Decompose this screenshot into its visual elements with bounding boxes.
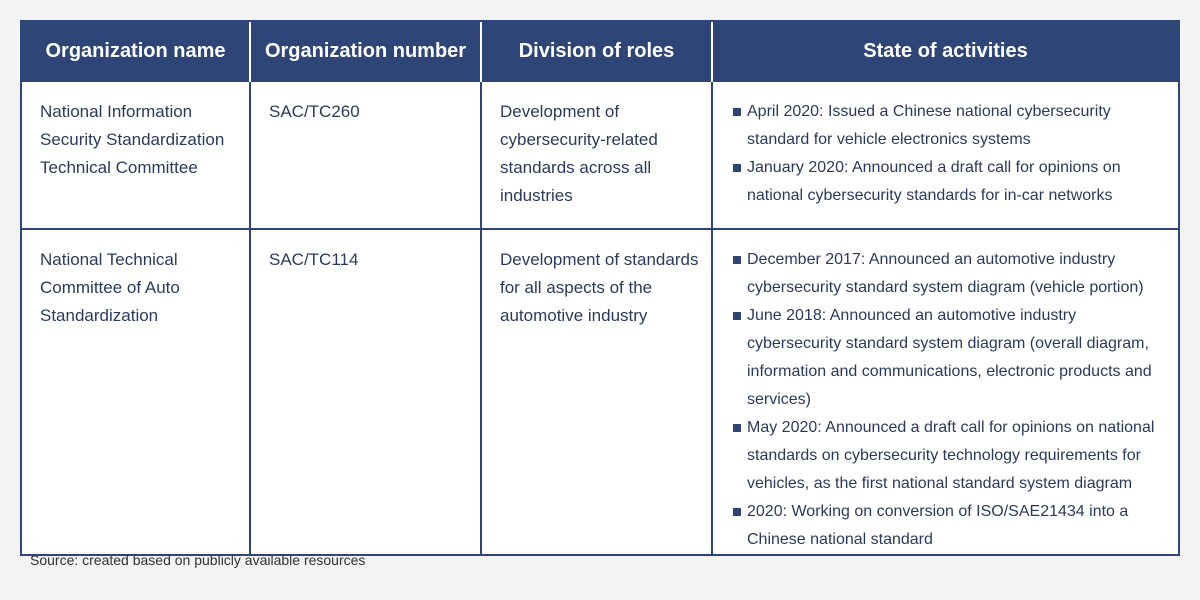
activities-cell <box>712 81 1178 229</box>
header-state-of-activities: State of activities <box>712 22 1178 81</box>
list-item: December 2017: Announced an automotive industry cybersecurity standard system diagram (vehicle portion) <box>733 246 1166 302</box>
activities-list <box>733 246 1166 554</box>
activities-list <box>733 98 1166 210</box>
header-organization-name: Organization name <box>22 22 250 81</box>
division-cell: Development of cybersecurity-related standards across all industries <box>481 81 712 229</box>
table-row <box>22 81 1178 229</box>
header-division-of-roles: Division of roles <box>481 22 712 81</box>
org-name-cell: National Information Security Standardization Technical Committee <box>22 81 250 229</box>
square-bullet-icon <box>733 108 741 116</box>
org-number-cell: SAC/TC114 <box>250 229 481 554</box>
square-bullet-icon <box>733 312 741 320</box>
standards-table <box>20 20 1180 556</box>
list-item: 2020: Working on conversion of ISO/SAE21434 into a Chinese national standard <box>733 498 1166 554</box>
org-name-cell: National Technical Committee of Auto Standardization <box>22 229 250 554</box>
header-organization-number: Organization number <box>250 22 481 81</box>
table-row <box>22 229 1178 554</box>
activities-cell <box>712 229 1178 554</box>
list-item: June 2018: Announced an automotive industry cybersecurity standard system diagram (overall diagram, information and communications, electronic products and services) <box>733 302 1166 414</box>
square-bullet-icon <box>733 164 741 172</box>
list-item: April 2020: Issued a Chinese national cybersecurity standard for vehicle electronics systems <box>733 98 1166 154</box>
list-item: January 2020: Announced a draft call for opinions on national cybersecurity standards for in-car networks <box>733 154 1166 210</box>
square-bullet-icon <box>733 424 741 432</box>
square-bullet-icon <box>733 256 741 264</box>
square-bullet-icon <box>733 508 741 516</box>
list-item: May 2020: Announced a draft call for opinions on national standards on cybersecurity technology requirements for vehicles, as the first national standard system diagram <box>733 414 1166 498</box>
division-cell: Development of standards for all aspects of the automotive industry <box>481 229 712 554</box>
source-note: Source: created based on publicly available resources <box>30 552 366 568</box>
org-number-cell: SAC/TC260 <box>250 81 481 229</box>
table-header-row <box>22 22 1178 81</box>
